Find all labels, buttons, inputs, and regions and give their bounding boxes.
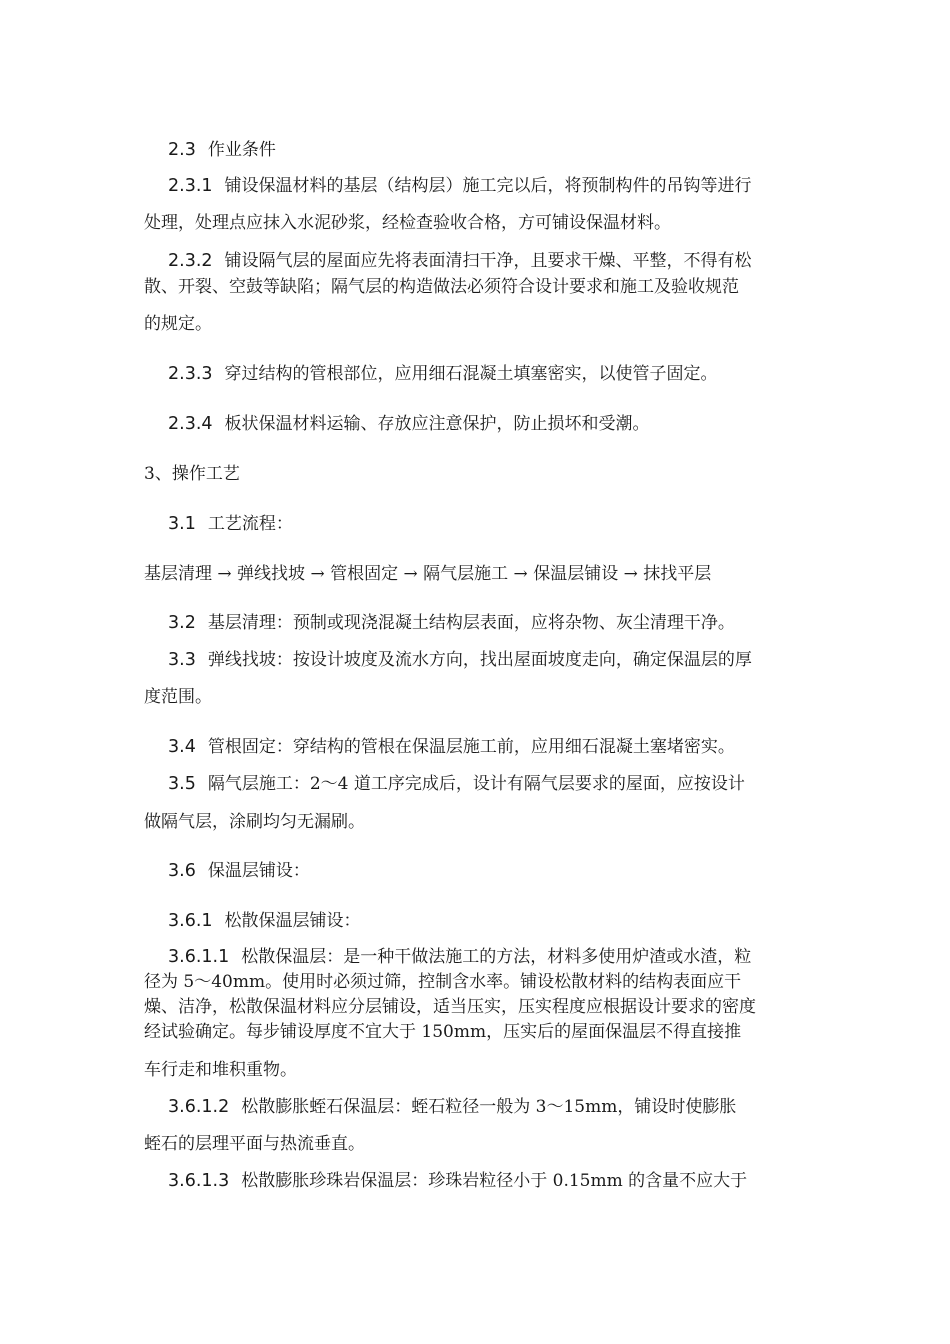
paragraph-line	[168, 612, 808, 634]
paragraph-line	[168, 649, 808, 671]
section-number: 3.6.1	[168, 911, 213, 931]
line-text: 度范围。	[144, 687, 212, 707]
section-number: 2.3	[168, 140, 196, 160]
line-text: 穿过结构的管根部位，应用细石混凝土填塞密实，以使管子固定。	[224, 364, 718, 384]
paragraph-line	[168, 773, 808, 795]
paragraph-line	[144, 1059, 808, 1081]
paragraph-line	[168, 413, 808, 435]
line-text: 作业条件	[207, 140, 276, 160]
section-number: 3.5	[168, 774, 196, 794]
heading-3-6	[168, 860, 808, 882]
paragraph-line	[144, 1133, 808, 1155]
line-text: 蛭石的层理平面与热流垂直。	[144, 1134, 365, 1154]
paragraph-line	[144, 276, 808, 298]
section-number: 2.3.3	[168, 364, 213, 384]
paragraph-line	[144, 971, 808, 993]
section-number: 3.1	[168, 514, 196, 534]
line-text: 铺设保温材料的基层（结构层）施工完以后，将预制构件的吊钩等进行	[224, 176, 752, 196]
line-text: 隔气层施工：2～4 道工序完成后，设计有隔气层要求的屋面，应按设计	[207, 774, 745, 794]
line-text: 3、操作工艺	[144, 464, 240, 484]
paragraph-line	[168, 250, 808, 272]
line-text: 处理，处理点应抹入水泥砂浆，经检查验收合格，方可铺设保温材料。	[144, 213, 671, 233]
line-text: 松散保温层：是一种干做法施工的方法，材料多使用炉渣或水渣，粒	[241, 947, 752, 967]
section-number: 3.6.1.2	[168, 1097, 230, 1117]
section-number: 2.3.2	[168, 251, 213, 271]
line-text: 板状保温材料运输、存放应注意保护，防止损坏和受潮。	[224, 414, 650, 434]
line-text: 径为 5～40mm。使用时必须过筛，控制含水率。铺设松散材料的结构表面应干	[144, 972, 742, 992]
section-number: 2.3.4	[168, 414, 213, 434]
paragraph-line	[144, 313, 808, 335]
line-text: 基层清理 → 弹线找坡 → 管根固定 → 隔气层施工 → 保温层铺设 → 抹找平层	[144, 564, 712, 584]
line-text: 散、开裂、空鼓等缺陷；隔气层的构造做法必须符合设计要求和施工及验收规范	[144, 277, 739, 297]
section-number: 3.6.1.1	[168, 947, 230, 967]
line-text: 铺设隔气层的屋面应先将表面清扫干净，且要求干燥、平整，不得有松	[224, 251, 752, 271]
line-text: 燥、洁净，松散保温材料应分层铺设，适当压实，压实程度应根据设计要求的密度	[144, 997, 756, 1017]
paragraph-line	[168, 946, 808, 968]
paragraph-line	[168, 1170, 808, 1192]
paragraph-line	[144, 811, 808, 833]
paragraph-line	[144, 212, 808, 234]
paragraph-line	[144, 996, 808, 1018]
line-text: 松散保温层铺设：	[224, 911, 361, 931]
heading-3-6-1	[168, 910, 808, 932]
line-text: 工艺流程：	[207, 514, 293, 534]
section-number: 3.6	[168, 861, 196, 881]
heading-2-3	[168, 139, 808, 161]
section-number: 2.3.1	[168, 176, 213, 196]
line-text: 弹线找坡：按设计坡度及流水方向，找出屋面坡度走向，确定保温层的厚	[207, 650, 752, 670]
paragraph-line	[168, 736, 808, 758]
section-number: 3.6.1.3	[168, 1171, 230, 1191]
line-text: 松散膨胀珍珠岩保温层：珍珠岩粒径小于 0.15mm 的含量不应大于	[241, 1171, 748, 1191]
line-text: 的规定。	[144, 314, 212, 334]
line-text: 经试验确定。每步铺设厚度不宜大于 150mm，压实后的屋面保温层不得直接推	[144, 1022, 742, 1042]
paragraph-line	[144, 686, 808, 708]
heading-3-1	[168, 513, 808, 535]
section-number: 3.2	[168, 613, 196, 633]
line-text: 基层清理：预制或现浇混凝土结构层表面，应将杂物、灰尘清理干净。	[207, 613, 735, 633]
section-number: 3.4	[168, 737, 196, 757]
paragraph-line	[144, 1021, 808, 1043]
paragraph-line	[168, 1096, 808, 1118]
paragraph-line	[168, 363, 808, 385]
paragraph-line	[168, 175, 808, 197]
line-text: 管根固定：穿结构的管根在保温层施工前，应用细石混凝土塞堵密实。	[207, 737, 735, 757]
process-flow	[144, 563, 808, 585]
line-text: 松散膨胀蛭石保温层：蛭石粒径一般为 3～15mm，铺设时使膨胀	[241, 1097, 737, 1117]
heading-3	[144, 463, 808, 485]
line-text: 做隔气层，涂刷均匀无漏刷。	[144, 812, 365, 832]
line-text: 保温层铺设：	[207, 861, 310, 881]
section-number: 3.3	[168, 650, 196, 670]
line-text: 车行走和堆积重物。	[144, 1060, 297, 1080]
